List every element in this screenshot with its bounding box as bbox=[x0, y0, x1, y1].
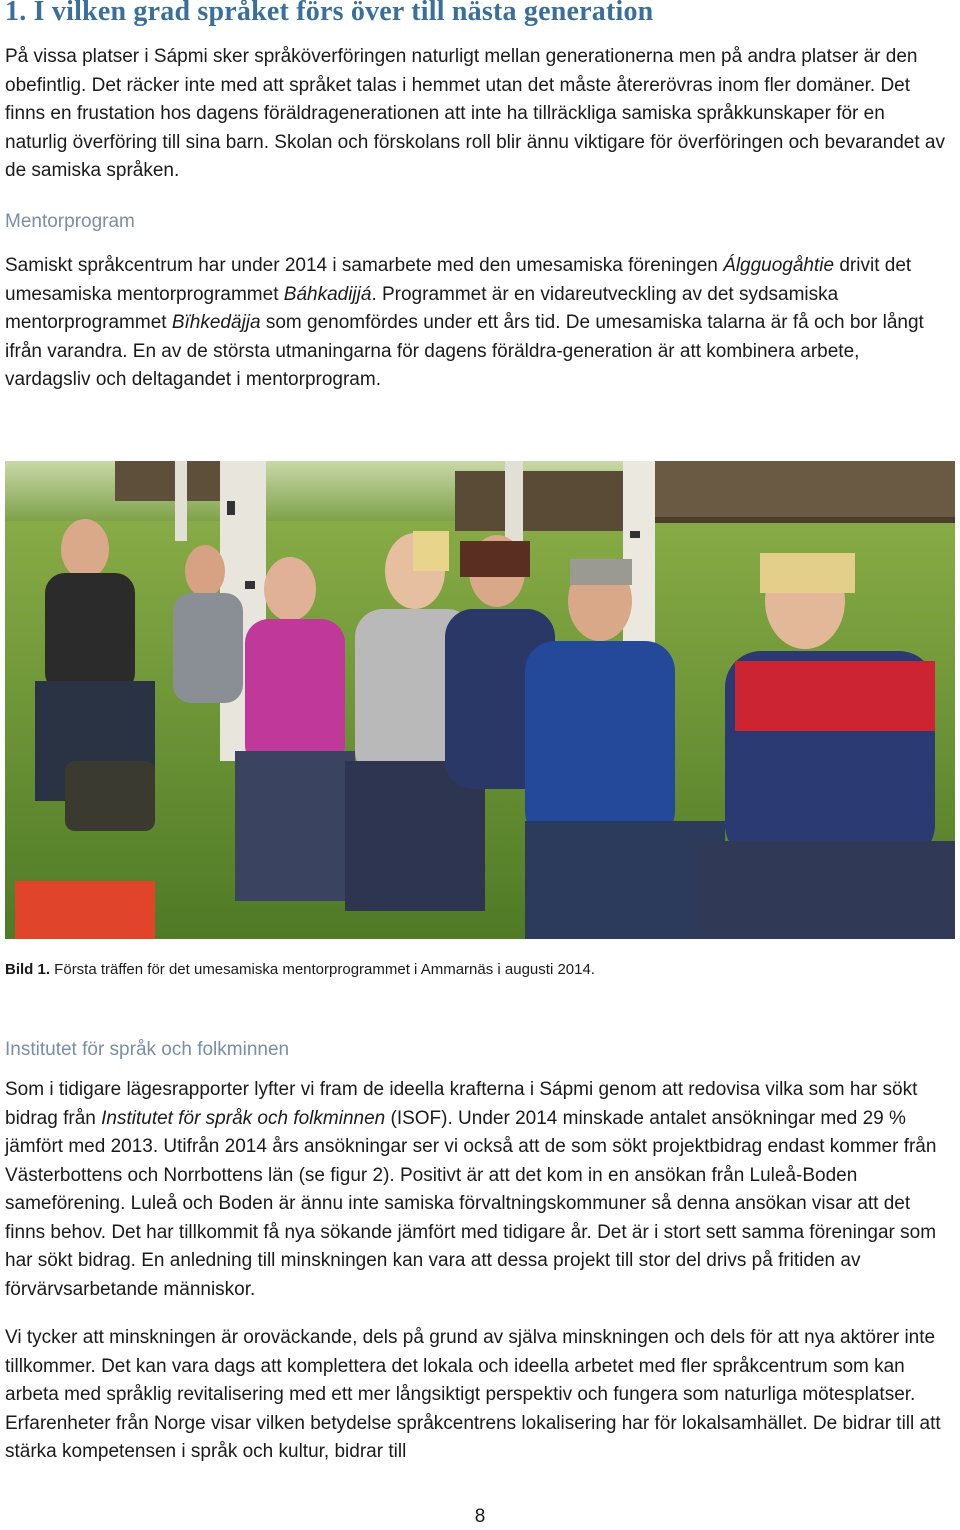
text-run: som genomfördes under ett års tid. De umesamiska talarna är få och bor långt ifrån varandra. En av de största utmaningarna för dagens föräldra-generation är att kombinera arbete, vardagsliv och deltagandet i mentorprogram. bbox=[5, 312, 924, 390]
section-heading: 1. I vilken grad språket förs över till nästa generation bbox=[5, 0, 654, 27]
program-name: Bïhkedäjja bbox=[171, 312, 261, 333]
group-photo-illustration bbox=[5, 461, 955, 939]
isof-paragraph-1 bbox=[5, 1076, 950, 1304]
photo-caption bbox=[5, 961, 595, 978]
mentorprogram-paragraph bbox=[5, 252, 950, 395]
group-photo bbox=[5, 461, 955, 939]
caption-text: Första träffen för det umesamiska mentorprogrammet i Ammarnäs i augusti 2014. bbox=[50, 961, 595, 978]
isof-paragraph-2: Vi tycker att minskningen är oroväckande, dels på grund av själva minskningen och dels för att nya aktörer inte tillkommer. Det kan vara dags att komplettera det lokala och ideella arbetet med fler språkcentrum som kan arbeta med språklig revitalisering med ett mer långsiktigt perspektiv och fungera som naturliga mötesplatser. Erfarenheter från Norge visar vilken betydelse språkcentrens lokalisering har för lokalsamhället. De bidrar till att stärka kompetensen i språk och kultur, bidrar till bbox=[5, 1327, 941, 1462]
page-number: 8 bbox=[474, 1506, 486, 1527]
text-run: drivit det umesamiska mentorprogrammet bbox=[5, 255, 912, 305]
association-name: Álgguogåhtie bbox=[723, 255, 835, 276]
isof-subheading: Institutet för språk och folkminnen bbox=[5, 1039, 290, 1060]
caption-label: Bild 1. bbox=[5, 961, 51, 978]
text-run: Samiskt språkcentrum har under 2014 i samarbete med den umesamiska föreningen bbox=[5, 255, 724, 276]
text-run: . Programmet är en vidareutveckling av det sydsamiska mentorprogrammet bbox=[5, 283, 839, 333]
text-run: (ISOF). Under 2014 minskade antalet ansökningar med 29 % jämfört med 2013. Utifrån 2014 års ansökningar ser vi också att de som sökt projektbidrag endast kommer från Västerbottens och Norrbottens län (se figur 2). Positivt är att det kom in en ansökan från Luleå-Boden sameförening. Luleå och Boden är ännu inte samiska förvaltningskommuner så denna ansökan visar att det finns behov. Det har tillkommit få nya sökande jämfört med tidigare år. Det är i stort sett samma föreningar som har sökt bidrag. En anledning till minskningen kan vara att dessa projekt till stor del drivs på fritiden av förvärvsarbetande människor. bbox=[5, 1107, 937, 1300]
intro-paragraph: På vissa platser i Sápmi sker språköverföringen naturligt mellan generationerna men på andra platser är den obefintlig. Det räcker inte med att språket talas i hemmet utan det måste återerövras inom fler domäner. Det finns en frustation hos dagens föräldragenerationen att inte ha tillräckliga samiska språkkunskaper för en naturlig överföring till sina barn. Skolan och förskolans roll blir ännu viktigare för överföringen och bevarandet av de samiska språken. bbox=[5, 46, 945, 181]
text-run: Som i tidigare lägesrapporter lyfter vi fram de ideella krafterna i Sápmi genom att redovisa vilka som har sökt bidrag från bbox=[5, 1079, 918, 1129]
mentorprogram-subheading: Mentorprogram bbox=[5, 211, 135, 232]
program-name: Báhkadijjá bbox=[283, 283, 372, 305]
institute-name: Institutet för språk och folkminnen bbox=[101, 1107, 386, 1129]
